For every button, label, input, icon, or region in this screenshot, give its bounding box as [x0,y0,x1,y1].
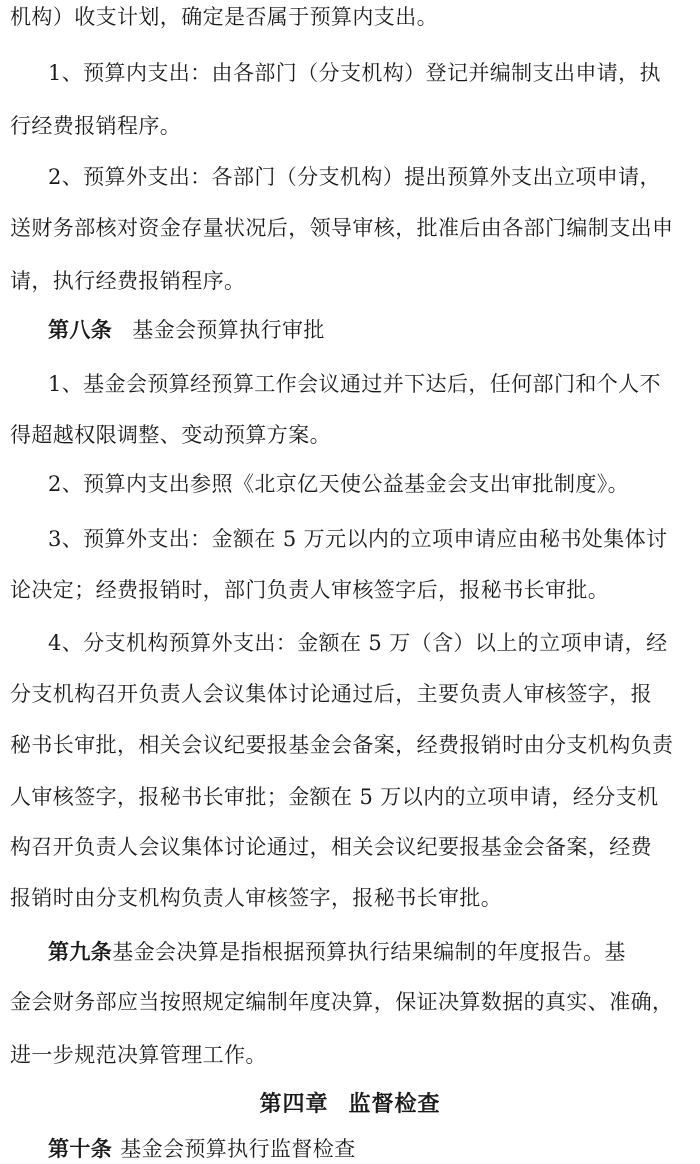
paragraph-line: 进一步规范决算管理工作。 [10,1043,267,1067]
paragraph-line: 3、预算外支出：金额在 5 万元以内的立项申请应由秘书处集体讨 [48,527,668,551]
paragraph-line: 金会财务部应当按照规定编制年度决算，保证决算数据的真实、准确， [10,990,674,1014]
paragraph-line: 送财务部核对资金存量状况后，领导审核，批准后由各部门编制支出申 [10,216,674,240]
paragraph-line: 机构）收支计划，确定是否属于预算内支出。 [10,5,438,29]
article-title: 基金会预算执行监督检查 [120,1137,356,1161]
paragraph-line: 2、预算外支出：各部门（分支机构）提出预算外支出立项申请， [48,165,661,189]
paragraph-line: 请，执行经费报销程序。 [10,269,246,293]
paragraph-line: 行经费报销程序。 [10,114,182,138]
chapter-title: 监督检查 [348,1091,441,1117]
paragraph-line: 分支机构召开负责人会议集体讨论通过后，主要负责人审核签字，报 [10,682,652,706]
chapter-label: 第四章 [259,1091,329,1117]
article-9-line [0,937,700,967]
article-8-heading [0,315,700,345]
article-title: 基金会预算执行审批 [132,318,325,342]
article-10-heading [0,1134,700,1164]
article-label: 第十条 [48,1136,113,1161]
paragraph-line: 论决定；经费报销时，部门负责人审核签字后，报秘书长审批。 [10,578,610,602]
paragraph-line: 构召开负责人会议集体讨论通过，相关会议纪要报基金会备案，经费 [10,835,652,859]
article-label: 第八条 [48,317,113,342]
paragraph-line: 报销时由分支机构负责人审核签字，报秘书长审批。 [10,886,503,910]
paragraph-line: 秘书长审批，相关会议纪要报基金会备案，经费报销时由分支机构负责 [10,733,674,757]
paragraph-line: 1、基金会预算经预算工作会议通过并下达后，任何部门和个人不 [48,372,661,396]
chapter-4-heading [0,1089,700,1119]
paragraph-line: 1、预算内支出：由各部门（分支机构）登记并编制支出申请，执 [48,61,661,85]
paragraph-line: 2、预算内支出参照《北京亿天使公益基金会支出审批制度》。 [48,472,630,496]
paragraph-line: 得超越权限调整、变动预算方案。 [10,423,331,447]
paragraph-line: 4、分支机构预算外支出：金额在 5 万（含）以上的立项申请，经 [48,631,668,655]
paragraph-line: 人审核签字，报秘书长审批；金额在 5 万以内的立项申请，经分支机 [10,785,659,809]
article-text: 基金会决算是指根据预算执行结果编制的年度报告。基 [112,940,626,964]
article-label: 第九条 [48,939,113,964]
